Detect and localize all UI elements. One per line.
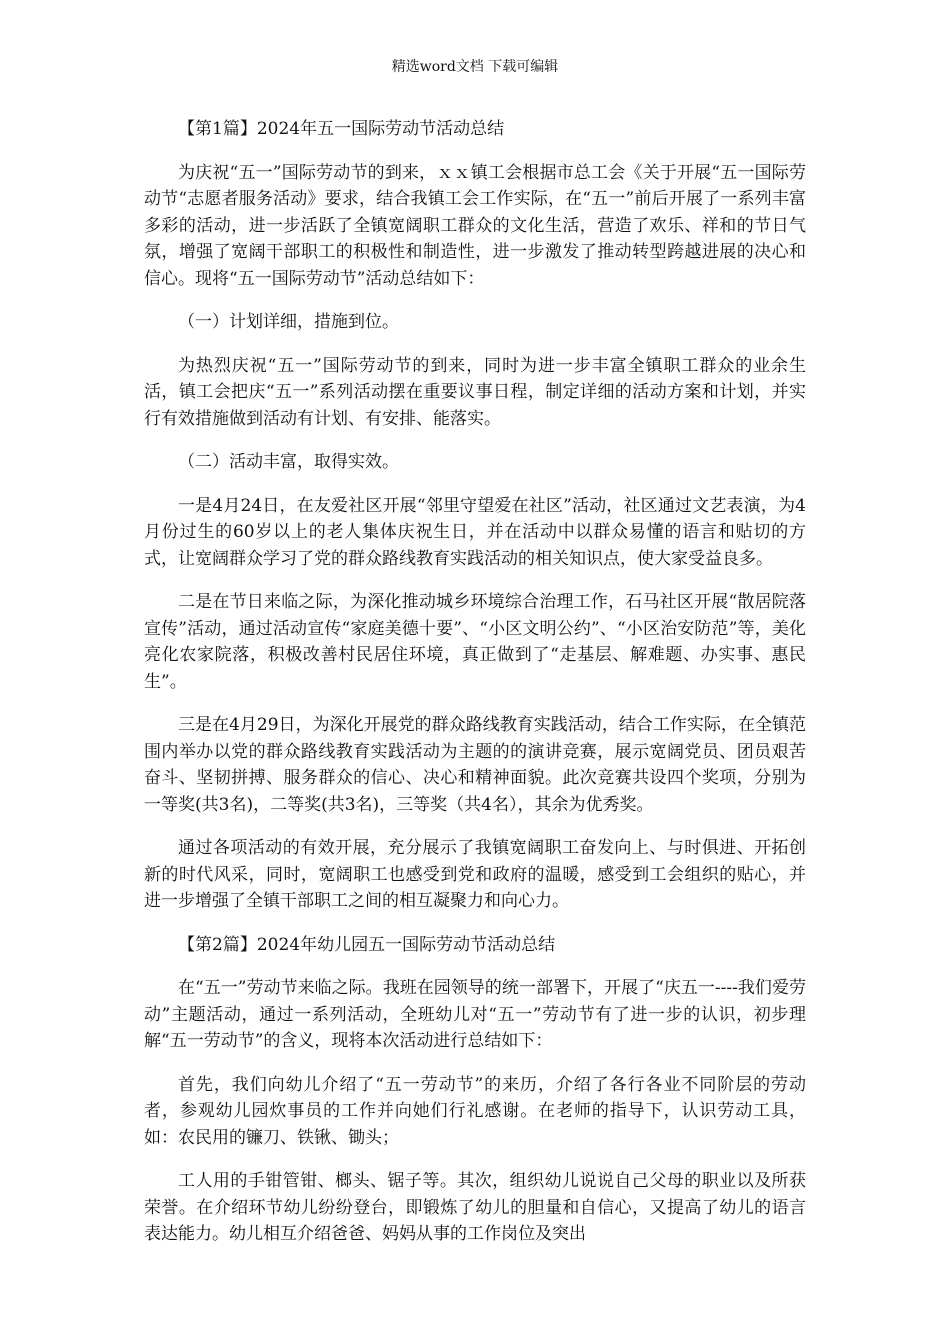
- page-header: 精选word文档 下载可编辑: [391, 59, 559, 75]
- article-1-title: 【第1篇】2024年五一国际劳动节活动总结: [178, 119, 505, 139]
- paragraph: 为热烈庆祝“五一”国际劳动节的到来，同时为进一步丰富全镇职工群众的业余生活，镇工会把庆“五一”系列活动摆在重要议事日程，制定详细的活动方案和计划，并实行有效措施做到活动有计划、有安排、能落实。: [144, 355, 806, 429]
- document-body: [144, 116, 806, 1265]
- paragraph: 一是4月24日，在友爱社区开展“邻里守望爱在社区”活动，社区通过文艺表演，为4月份过生的60岁以上的老人集体庆祝生日，并在活动中以群众易懂的语言和贴切的方式，让宽阔群众学习了党的群众路线教育实践活动的相关知识点，使大家受益良多。: [144, 495, 806, 569]
- paragraph: 二是在节日来临之际，为深化推动城乡环境综合治理工作，石马社区开展“散居院落宣传”活动，通过活动宣传“家庭美德十要”、“小区文明公约”、“小区治安防范”等，美化亮化农家院落，积极改善村民居住环境，真正做到了“走基层、解难题、办实事、惠民生”。: [144, 592, 806, 692]
- paragraph: 三是在4月29日，为深化开展党的群众路线教育实践活动，结合工作实际，在全镇范围内举办以党的群众路线教育实践活动为主题的的演讲竞赛，展示宽阔党员、团员艰苦奋斗、坚韧拼搏、服务群众的信心、决心和精神面貌。此次竞赛共设四个奖项，分别为一等奖(共3名)，二等奖(共3名)，三等奖（共4名），其余为优秀奖。: [144, 715, 806, 815]
- paragraph: 首先，我们向幼儿介绍了“五一劳动节”的来历，介绍了各行各业不同阶层的劳动者，参观幼儿园炊事员的工作并向她们行礼感谢。在老师的指导下，认识劳动工具，如：农民用的镰刀、铁锹、锄头；: [144, 1074, 806, 1148]
- paragraph: 在“五一”劳动节来临之际。我班在园领导的统一部署下，开展了“庆五一----我们爱劳动”主题活动，通过一系列活动，全班幼儿对“五一”劳动节有了进一步的认识，初步理解“五一劳动节”的含义，现将本次活动进行总结如下：: [144, 978, 806, 1051]
- paragraph: 通过各项活动的有效开展，充分展示了我镇宽阔职工奋发向上、与时俱进、开拓创新的时代风采，同时，宽阔职工也感受到党和政府的温暖，感受到工会组织的贴心，并进一步增强了全镇干部职工之间的相互凝聚力和向心力。: [144, 838, 806, 911]
- paragraph: 工人用的手钳管钳、榔头、锯子等。其次，组织幼儿说说自己父母的职业以及所获荣誉。在介绍环节幼儿纷纷登台，即锻炼了幼儿的胆量和自信心，又提高了幼儿的语言表达能力。幼儿相互介绍爸爸、妈妈从事的工作岗位及突出: [144, 1171, 806, 1244]
- section-heading-1: （一）计划详细，措施到位。: [178, 312, 399, 332]
- article-2-title: 【第2篇】2024年幼儿园五一国际劳动节活动总结: [178, 934, 556, 955]
- section-heading-2: （二）活动丰富，取得实效。: [178, 452, 399, 472]
- paragraph: 为庆祝“五一”国际劳动节的到来，ｘｘ镇工会根据市总工会《关于开展“五一国际劳动节“志愿者服务活动》要求，结合我镇工会工作实际，在“五一”前后开展了一系列丰富多彩的活动，进一步活跃了全镇宽阔职工群众的文化生活，营造了欢乐、祥和的节日气氛，增强了宽阔干部职工的积极性和制造性，进一步激发了推动转型跨越进展的决心和信心。现将“五一国际劳动节”活动总结如下：: [144, 162, 806, 289]
